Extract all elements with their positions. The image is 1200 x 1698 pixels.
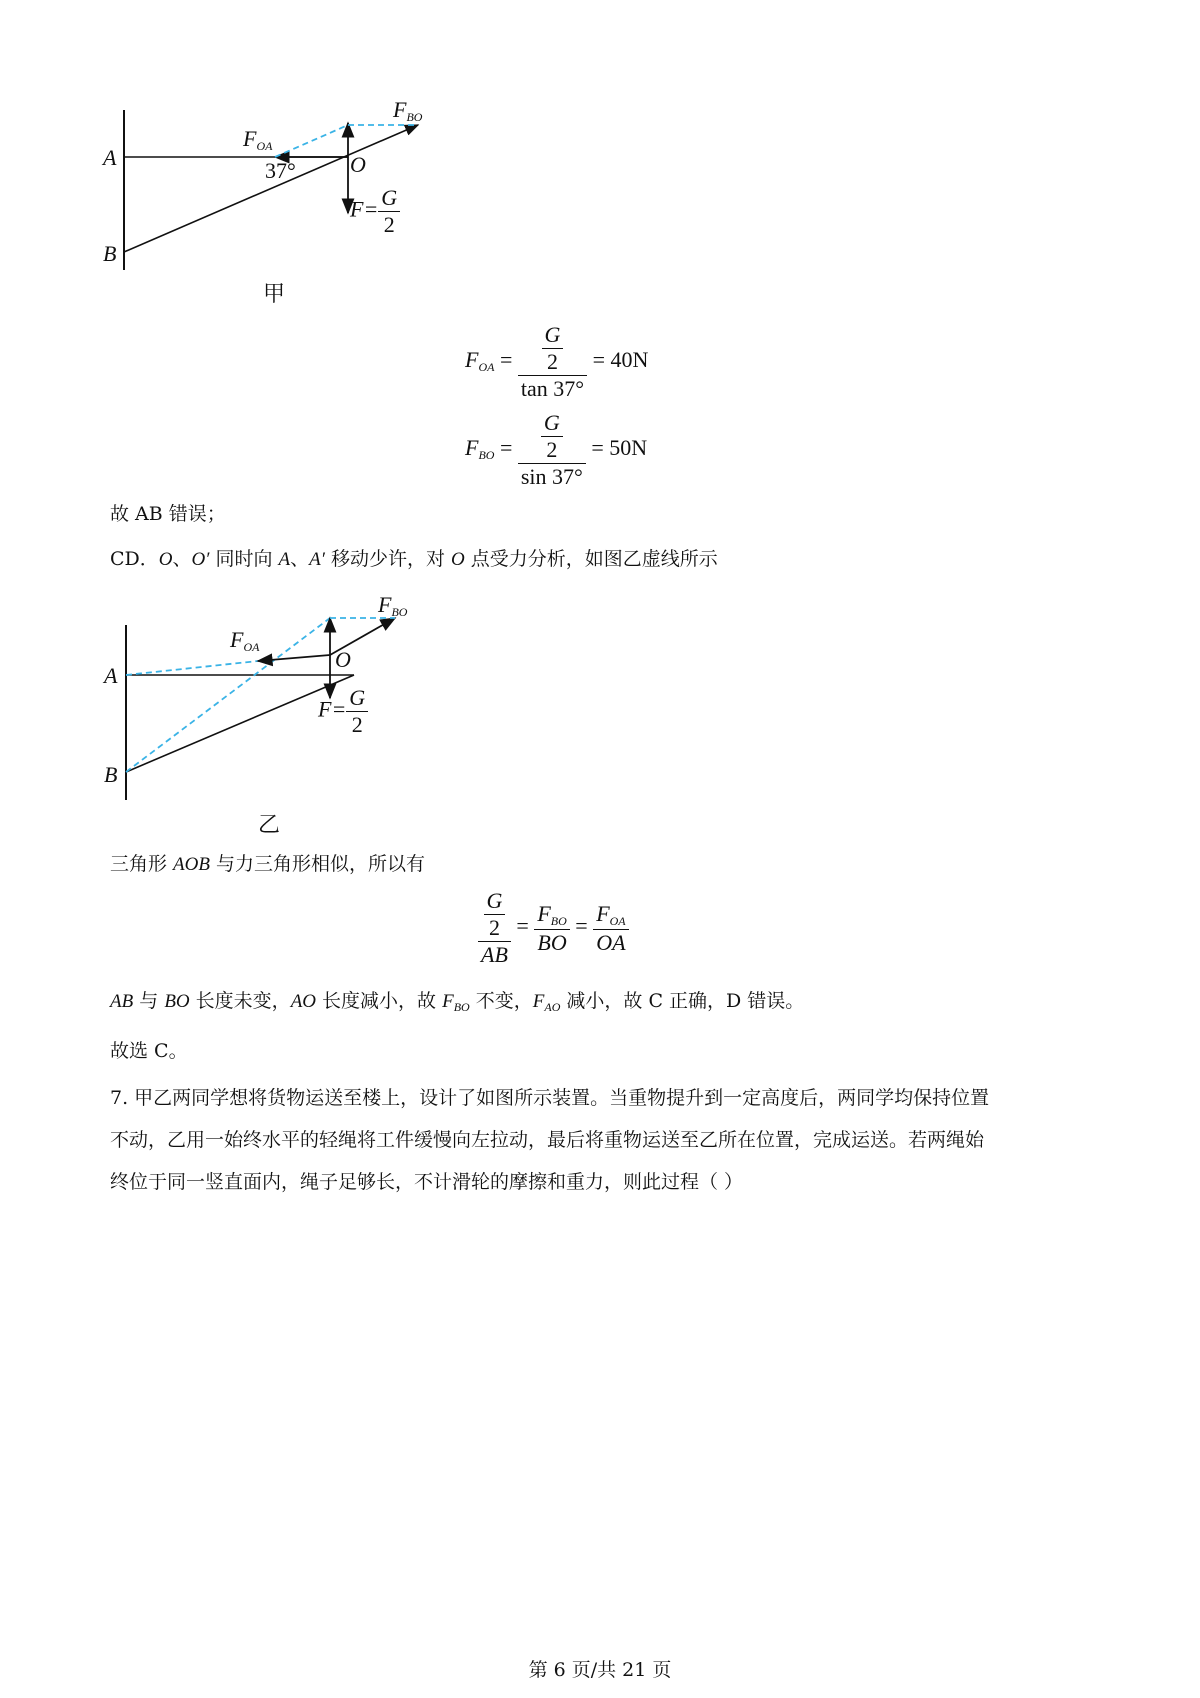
cd-sep2: 、 — [290, 548, 310, 570]
figure-a-caption: 甲 — [263, 282, 286, 307]
page-footer: 第 6 页/共 21 页 — [528, 1659, 672, 1681]
result-f: F — [442, 991, 454, 1012]
eq1-equals: = — [499, 347, 513, 373]
result-bo: BO — [164, 991, 190, 1012]
cd-o2: O — [451, 549, 465, 570]
dashed-rope-ao-b — [126, 661, 258, 675]
cd-o: O — [158, 549, 173, 570]
result-f2-sub: AO — [544, 1000, 561, 1014]
result-f2: F — [532, 991, 545, 1012]
fig-b-fbo-main: F — [378, 592, 392, 617]
question-7-line1: 7. 甲乙两同学想将货物运送至楼上，设计了如图所示装置。当重物提升到一定高度后，两同学均保持位置 — [110, 1087, 990, 1109]
eqb-term2 — [534, 901, 569, 956]
dashed-line-1 — [275, 125, 348, 157]
similar-prefix: 三角形 — [110, 853, 174, 875]
cd-prefix: CD． — [110, 548, 159, 570]
fig-a-g-over-2 — [378, 185, 400, 238]
eq1-lhs: F — [465, 347, 479, 373]
fig-a-f-eq: F= — [350, 196, 379, 222]
choose-answer: 故选 C。 — [110, 1040, 188, 1062]
eq2-fraction — [518, 410, 586, 490]
eqb-term3-num — [593, 901, 628, 930]
fig-b-g: G — [346, 685, 368, 712]
eqb-bo: BO — [537, 929, 567, 955]
fig-a-foa-main: F — [243, 126, 257, 151]
fig-b-f-eq: F= — [318, 696, 347, 722]
fig-a-foa-sub: OA — [256, 139, 273, 153]
fig-a-label-B: B — [103, 241, 117, 266]
eq2-equals: = — [499, 435, 513, 461]
fig-a-fbo-main: F — [393, 97, 407, 122]
dashed-rope-bo-b — [126, 618, 330, 772]
equation-foa — [465, 322, 648, 402]
fig-a-two: 2 — [383, 212, 395, 237]
eq1-numerator — [518, 322, 587, 376]
figure-b-caption: 乙 — [258, 813, 281, 838]
eq1-lhs-sub: OA — [478, 360, 495, 375]
eq2-lhs: F — [465, 435, 479, 461]
cd-tail: 点受力分析，如图乙虚线所示 — [464, 548, 718, 570]
fig-b-foa-sub: OA — [243, 640, 260, 654]
fig-b-force-eq — [318, 685, 368, 738]
eqb-term1-num — [478, 888, 511, 942]
eqb-equals-2: = — [575, 913, 588, 939]
eqb-oa: OA — [596, 929, 626, 955]
fig-b-label-fbo — [378, 592, 407, 620]
similar-aob: AOB — [173, 854, 210, 875]
cd-mid: 同时向 — [209, 548, 279, 570]
fig-b-fbo-sub: BO — [391, 605, 408, 619]
eq1-g: G — [542, 322, 564, 349]
fig-b-label-A: A — [104, 663, 118, 688]
fig-a-force-eq — [350, 185, 400, 238]
eqb-foa: F — [596, 900, 610, 926]
fig-a-label-A: A — [103, 145, 117, 170]
fig-a-fbo-sub: BO — [406, 110, 423, 124]
eq2-g: G — [541, 410, 563, 437]
figure-b-diagram — [100, 590, 440, 800]
eq2-2: 2 — [546, 437, 558, 462]
result-paragraph — [110, 987, 804, 1021]
conclusion-ab: 故 AB 错误； — [110, 503, 226, 525]
result-3: 长度减小，故 — [316, 990, 443, 1012]
equation-fbo — [465, 410, 647, 490]
eqb-foa-sub: OA — [609, 913, 626, 928]
fig-b-two: 2 — [351, 712, 363, 737]
fig-a-label-fbo — [393, 97, 422, 125]
force-oa-arrow-b — [258, 655, 330, 661]
fig-b-label-foa — [230, 627, 259, 655]
eq1-rhs: = 40N — [592, 347, 649, 373]
fig-b-foa-main: F — [230, 627, 244, 652]
result-f-sub: BO — [453, 1000, 470, 1014]
cd-a-prime: A′ — [309, 549, 325, 570]
cd-sep1: 、 — [172, 548, 192, 570]
eq1-den: tan 37° — [520, 376, 585, 401]
eqb-fbo: F — [537, 900, 551, 926]
eqb-term3 — [593, 901, 628, 956]
eq1-2: 2 — [546, 349, 558, 374]
cd-paragraph — [110, 545, 718, 574]
result-1: 与 — [133, 990, 165, 1012]
eq2-inner-fraction — [541, 410, 563, 463]
equation-similar — [478, 888, 629, 968]
eqb-ab: AB — [481, 942, 508, 967]
result-2: 长度未变， — [189, 990, 291, 1012]
fig-a-label-foa — [243, 126, 272, 154]
eq2-den: sin 37° — [520, 464, 583, 489]
cd-mid2: 移动少许，对 — [324, 548, 451, 570]
result-5: 减小，故 C 正确，D 错误。 — [560, 990, 805, 1012]
cd-o-prime: O′ — [191, 549, 210, 570]
fig-a-angle: 37° — [265, 158, 296, 183]
similar-tail: 与力三角形相似，所以有 — [209, 853, 426, 875]
eqb-equals-1: = — [516, 913, 529, 939]
fig-b-g-over-2 — [346, 685, 368, 738]
fig-a-g: G — [378, 185, 400, 212]
fig-a-label-O: O — [350, 152, 366, 177]
eq2-numerator — [518, 410, 586, 464]
eq1-fraction — [518, 322, 587, 402]
eqb-g: G — [484, 888, 506, 915]
eqb-2: 2 — [488, 915, 500, 940]
eqb-fbo-sub: BO — [550, 913, 567, 928]
eq2-rhs: = 50N — [591, 435, 648, 461]
result-ab: AB — [110, 991, 134, 1012]
result-4: 不变， — [469, 990, 533, 1012]
eq2-lhs-sub: BO — [478, 448, 495, 463]
question-7-line3: 终位于同一竖直面内，绳子足够长，不计滑轮的摩擦和重力，则此过程（ ） — [110, 1171, 744, 1193]
eq1-inner-fraction — [542, 322, 564, 375]
eqb-term2-num — [534, 901, 569, 930]
fig-b-label-O: O — [335, 647, 351, 672]
fig-b-label-B: B — [104, 762, 118, 787]
cd-a: A — [278, 549, 291, 570]
result-ao: AO — [290, 991, 317, 1012]
similar-paragraph — [110, 850, 425, 879]
eqb-inner — [484, 888, 506, 941]
eqb-term1 — [478, 888, 511, 968]
question-7-line2: 不动，乙用一始终水平的轻绳将工件缓慢向左拉动，最后将重物运送至乙所在位置，完成运送。若两绳始 — [110, 1129, 985, 1151]
